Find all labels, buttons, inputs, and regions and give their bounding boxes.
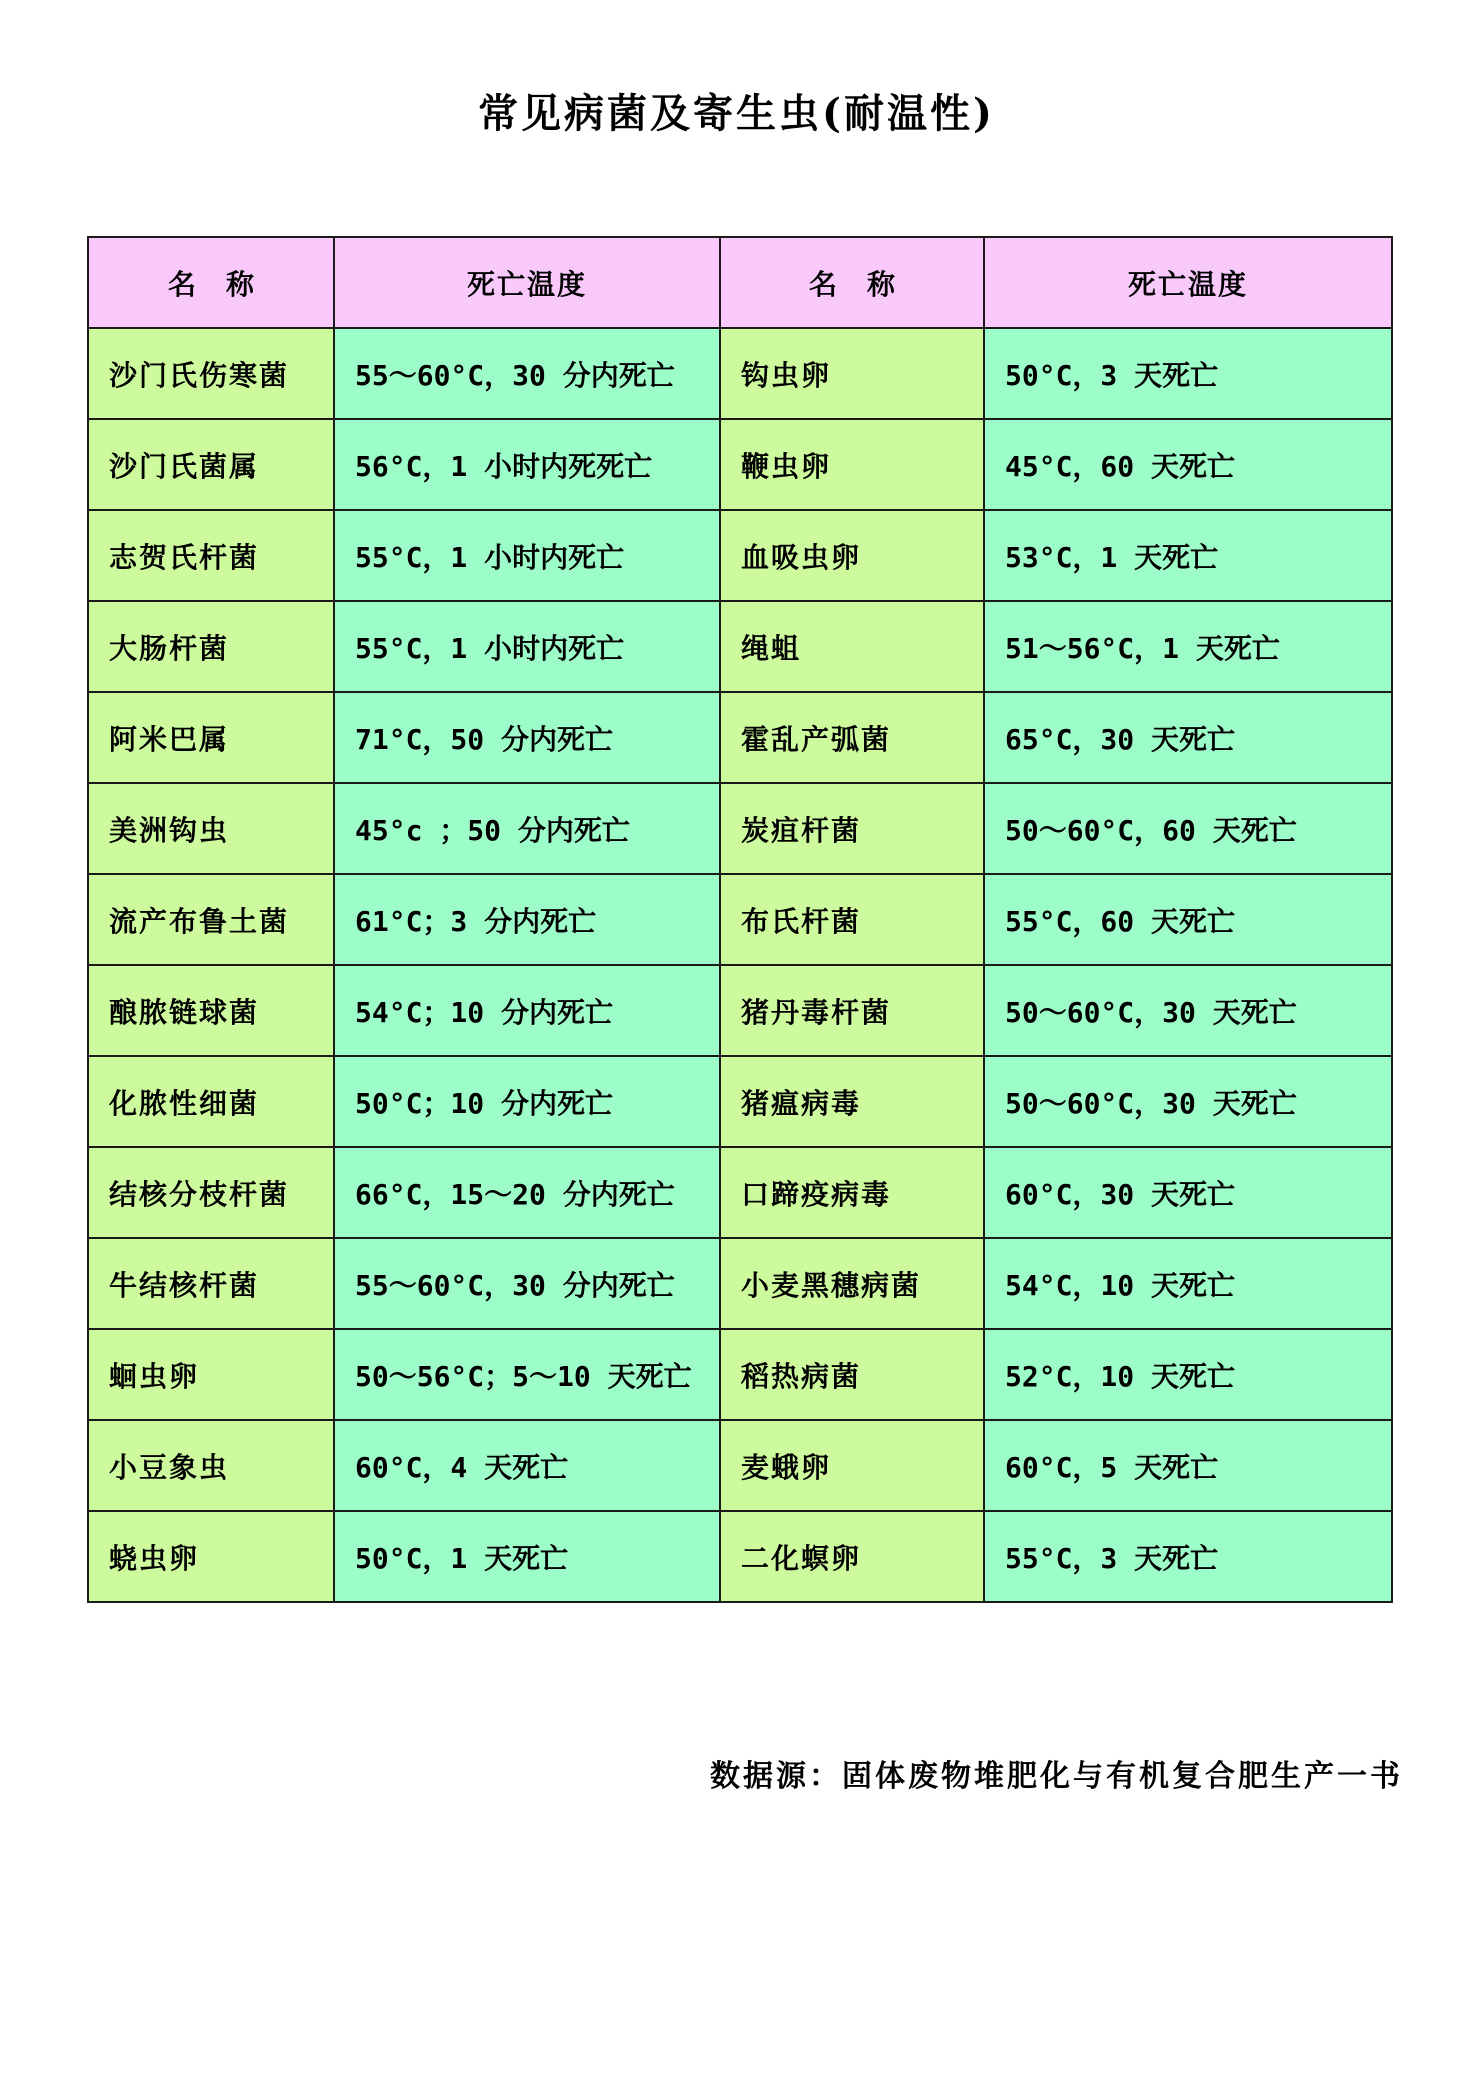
death-temp-left: 61°C；3 分内死亡: [334, 874, 720, 965]
table-row: [88, 328, 1392, 419]
organism-name-left: 蛲虫卵: [88, 1511, 334, 1602]
death-temp-left: 50°C；10 分内死亡: [334, 1056, 720, 1147]
organism-name-left: 沙门氏伤寒菌: [88, 328, 334, 419]
death-temp-left: 60°C，4 天死亡: [334, 1420, 720, 1511]
table-row: [88, 1329, 1392, 1420]
organism-name-left: 美洲钩虫: [88, 783, 334, 874]
death-temp-left: 45°c ；50 分内死亡: [334, 783, 720, 874]
page-title: 常见病菌及寄生虫(耐温性): [478, 90, 995, 137]
table-body: [88, 328, 1392, 1602]
table-row: [88, 1056, 1392, 1147]
header-name-left: 名称: [88, 237, 334, 328]
death-temp-right: 53°C，1 天死亡: [984, 510, 1392, 601]
organism-name-right: 麦蛾卵: [720, 1420, 984, 1511]
death-temp-left: 71°C，50 分内死亡: [334, 692, 720, 783]
death-temp-left: 55°C，1 小时内死亡: [334, 510, 720, 601]
organism-name-left: 大肠杆菌: [88, 601, 334, 692]
organism-name-right: 稻热病菌: [720, 1329, 984, 1420]
table-row: [88, 965, 1392, 1056]
header-name-right: 名称: [720, 237, 984, 328]
organism-name-left: 酿脓链球菌: [88, 965, 334, 1056]
table-row: [88, 1238, 1392, 1329]
death-temp-left: 56°C，1 小时内死死亡: [334, 419, 720, 510]
temperature-table: [87, 236, 1393, 1603]
table-row: [88, 510, 1392, 601]
death-temp-right: 52°C，10 天死亡: [984, 1329, 1392, 1420]
source-note: 数据源：固体废物堆肥化与有机复合肥生产一书: [710, 1759, 1403, 1794]
death-temp-left: 66°C，15～20 分内死亡: [334, 1147, 720, 1238]
organism-name-left: 阿米巴属: [88, 692, 334, 783]
organism-name-right: 猪丹毒杆菌: [720, 965, 984, 1056]
organism-name-left: 蛔虫卵: [88, 1329, 334, 1420]
table-header-row: [88, 237, 1392, 328]
death-temp-right: 50°C，3 天死亡: [984, 328, 1392, 419]
organism-name-right: 鞭虫卵: [720, 419, 984, 510]
table-row: [88, 874, 1392, 965]
table-row: [88, 692, 1392, 783]
death-temp-right: 50～60°C，60 天死亡: [984, 783, 1392, 874]
death-temp-right: 65°C，30 天死亡: [984, 692, 1392, 783]
organism-name-right: 猪瘟病毒: [720, 1056, 984, 1147]
death-temp-right: 54°C，10 天死亡: [984, 1238, 1392, 1329]
death-temp-left: 55～60°C，30 分内死亡: [334, 1238, 720, 1329]
death-temp-right: 60°C，5 天死亡: [984, 1420, 1392, 1511]
death-temp-left: 54°C；10 分内死亡: [334, 965, 720, 1056]
organism-name-left: 牛结核杆菌: [88, 1238, 334, 1329]
organism-name-right: 钩虫卵: [720, 328, 984, 419]
death-temp-right: 55°C，60 天死亡: [984, 874, 1392, 965]
organism-name-left: 结核分枝杆菌: [88, 1147, 334, 1238]
table-row: [88, 1511, 1392, 1602]
organism-name-right: 二化螟卵: [720, 1511, 984, 1602]
death-temp-right: 51～56°C，1 天死亡: [984, 601, 1392, 692]
table-row: [88, 1420, 1392, 1511]
organism-name-right: 口蹄疫病毒: [720, 1147, 984, 1238]
header-temp-right: 死亡温度: [984, 237, 1392, 328]
organism-name-left: 流产布鲁土菌: [88, 874, 334, 965]
table-row: [88, 1147, 1392, 1238]
organism-name-left: 小豆象虫: [88, 1420, 334, 1511]
organism-name-right: 炭疽杆菌: [720, 783, 984, 874]
death-temp-right: 60°C，30 天死亡: [984, 1147, 1392, 1238]
organism-name-right: 霍乱产弧菌: [720, 692, 984, 783]
organism-name-left: 志贺氏杆菌: [88, 510, 334, 601]
death-temp-left: 55～60°C，30 分内死亡: [334, 328, 720, 419]
death-temp-right: 55°C，3 天死亡: [984, 1511, 1392, 1602]
death-temp-left: 55°C，1 小时内死亡: [334, 601, 720, 692]
death-temp-left: 50°C，1 天死亡: [334, 1511, 720, 1602]
death-temp-left: 50～56°C；5～10 天死亡: [334, 1329, 720, 1420]
table-row: [88, 783, 1392, 874]
organism-name-right: 绳蛆: [720, 601, 984, 692]
organism-name-left: 沙门氏菌属: [88, 419, 334, 510]
organism-name-left: 化脓性细菌: [88, 1056, 334, 1147]
header-temp-left: 死亡温度: [334, 237, 720, 328]
table-row: [88, 419, 1392, 510]
death-temp-right: 45°C，60 天死亡: [984, 419, 1392, 510]
organism-name-right: 小麦黑穗病菌: [720, 1238, 984, 1329]
organism-name-right: 布氏杆菌: [720, 874, 984, 965]
death-temp-right: 50～60°C，30 天死亡: [984, 1056, 1392, 1147]
organism-name-right: 血吸虫卵: [720, 510, 984, 601]
table-row: [88, 601, 1392, 692]
death-temp-right: 50～60°C，30 天死亡: [984, 965, 1392, 1056]
